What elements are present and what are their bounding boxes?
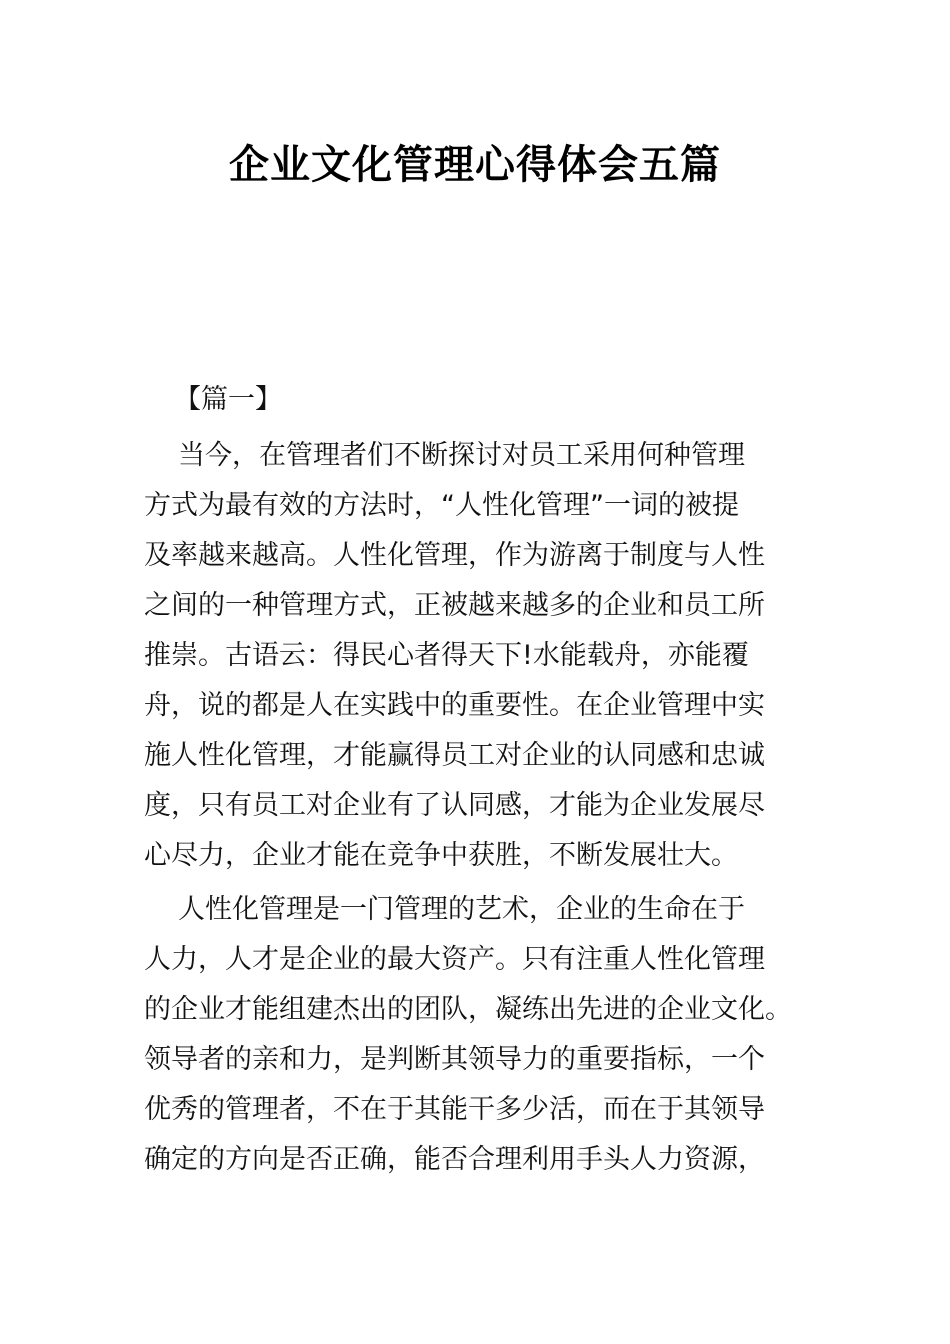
paragraph-1-line: 当今，在管理者们不断探讨对员工采用何种管理 — [178, 440, 745, 471]
paragraph-2-line: 的企业才能组建杰出的团队，凝练出先进的企业文化。 — [144, 994, 792, 1025]
paragraph-1-line: 心尽力，企业才能在竞争中获胜，不断发展壮大。 — [144, 840, 738, 871]
document-title: 企业文化管理心得体会五篇 — [229, 142, 721, 188]
paragraph-2-line: 优秀的管理者，不在于其能干多少活，而在于其领导 — [144, 1094, 765, 1125]
paragraph-2-line: 确定的方向是否正确，能否合理利用手头人力资源， — [144, 1144, 765, 1175]
paragraph-1-line: 舟，说的都是人在实践中的重要性。在企业管理中实 — [144, 690, 765, 721]
paragraph-1-line: 及率越来越高。人性化管理，作为游离于制度与人性 — [144, 540, 765, 571]
paragraph-2-line: 领导者的亲和力，是判断其领导力的重要指标，一个 — [144, 1044, 765, 1075]
paragraph-1-line: 之间的一种管理方式，正被越来越多的企业和员工所 — [144, 590, 765, 621]
paragraph-1-line: 方式为最有效的方法时，“人性化管理”一词的被提 — [144, 490, 739, 521]
paragraph-1-line: 施人性化管理，才能赢得员工对企业的认同感和忠诚 — [144, 740, 765, 771]
paragraph-2-line: 人力，人才是企业的最大资产。只有注重人性化管理 — [144, 944, 765, 975]
paragraph-1-line: 度，只有员工对企业有了认同感，才能为企业发展尽 — [144, 790, 765, 821]
paragraph-2-line: 人性化管理是一门管理的艺术，企业的生命在于 — [178, 894, 745, 925]
paragraph-1-line: 推崇。古语云：得民心者得天下!水能载舟，亦能覆 — [144, 640, 749, 671]
section-heading: 【篇一】 — [174, 384, 282, 415]
